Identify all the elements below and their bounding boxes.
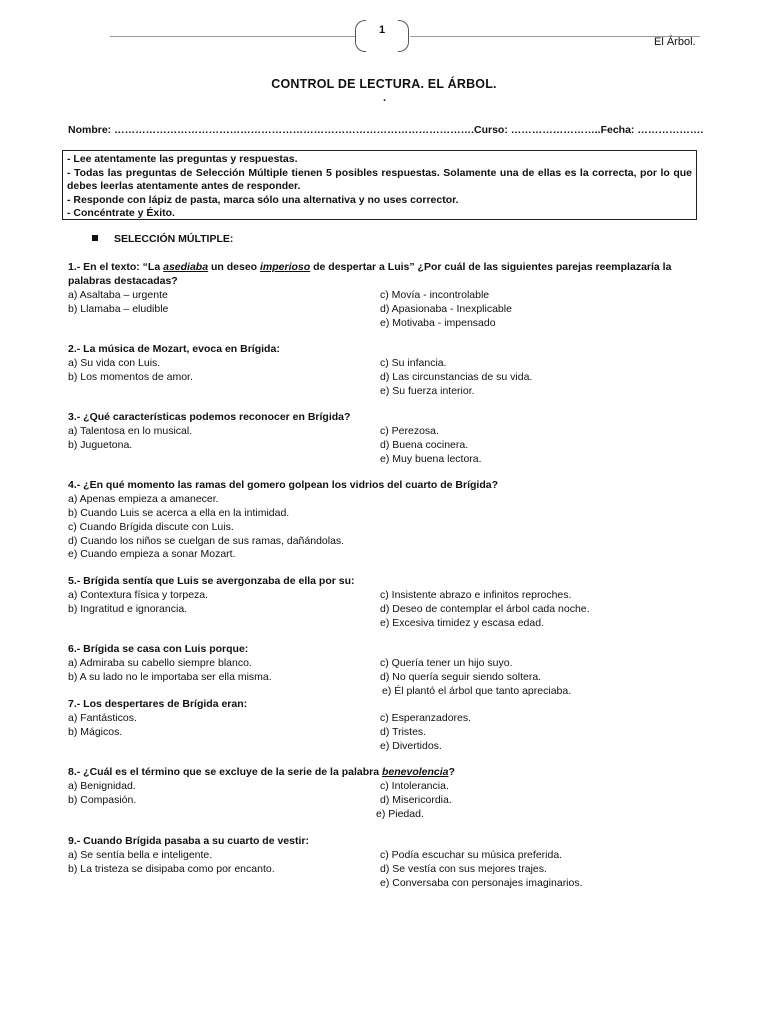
option-d: d) Tristes. xyxy=(380,726,427,738)
option-e: e) Cuando empieza a sonar Mozart. xyxy=(68,548,236,560)
section-title: SELECCIÓN MÚLTIPLE: xyxy=(114,233,234,245)
option-b: b) Cuando Luis se acerca a ella en la intimidad. xyxy=(68,507,290,519)
instruction-item: - Lee atentamente las preguntas y respuestas. xyxy=(67,153,298,165)
highlighted-word: benevolencia xyxy=(381,766,449,778)
option-c: c) Quería tener un hijo suyo. xyxy=(380,657,513,669)
option-c: c) Intolerancia. xyxy=(380,780,449,792)
instruction-item: - Concéntrate y Éxito. xyxy=(67,207,175,220)
option-c: c) Cuando Brígida discute con Luis. xyxy=(68,521,234,533)
option-c: c) Podía escuchar su música preferida. xyxy=(380,849,563,861)
student-info-line: Nombre: ………………………………………………………………………………………….Curso: ……………………..Fecha: ………………. xyxy=(68,124,704,136)
option-b: b) Ingratitud e ignorancia. xyxy=(68,603,188,615)
option-b: b) Juguetona. xyxy=(68,439,133,451)
question-2: 2.- La música de Mozart, evoca en Brígida: xyxy=(68,343,280,355)
question-8: 8.- ¿Cuál es el término que se excluye de la serie de la palabra benevolencia? xyxy=(68,766,455,778)
section-bullet xyxy=(92,235,98,241)
option-d: d) Buena cocinera. xyxy=(380,439,469,451)
option-c: c) Perezosa. xyxy=(380,425,439,437)
option-d: d) Las circunstancias de su vida. xyxy=(380,371,533,383)
question-7: 7.- Los despertares de Brígida eran: xyxy=(68,698,248,710)
option-a: a) Se sentía bella e inteligente. xyxy=(68,849,213,861)
document-title: CONTROL DE LECTURA. EL ÁRBOL. xyxy=(271,77,497,91)
option-a: a) Benignidad. xyxy=(68,780,136,792)
option-b: b) La tristeza se disipaba como por encanto. xyxy=(68,863,275,875)
highlighted-word: imperioso xyxy=(260,261,311,273)
option-a: a) Talentosa en lo musical. xyxy=(68,425,193,437)
option-e: e) Motivaba - impensado xyxy=(380,317,496,329)
option-e: e) Piedad. xyxy=(376,808,424,820)
option-e: e) Él plantó el árbol que tanto apreciaba. xyxy=(382,685,572,697)
option-e: e) Conversaba con personajes imaginarios. xyxy=(380,877,583,889)
question-3: 3.- ¿Qué características podemos reconocer en Brígida? xyxy=(68,411,351,423)
instructions-box xyxy=(62,150,697,220)
option-c: c) Su infancia. xyxy=(380,357,447,369)
option-e: e) Divertidos. xyxy=(380,740,442,752)
instruction-item: - Todas las preguntas de Selección Múltiple tienen 5 posibles respuestas. Solamente una de ellas es la correcta, por lo que debes leerlas atentamente antes de responder. xyxy=(67,166,692,193)
option-b: b) Compasión. xyxy=(68,794,137,806)
option-a: a) Fantásticos. xyxy=(68,712,137,724)
header-title: El Árbol. xyxy=(654,36,696,48)
option-a: a) Contextura física y torpeza. xyxy=(68,589,209,601)
option-e: e) Excesiva timidez y escasa edad. xyxy=(380,617,544,629)
instruction-item: - Responde con lápiz de pasta, marca sólo una alternativa y no uses corrector. xyxy=(67,193,459,206)
option-d: d) No quería seguir siendo soltera. xyxy=(380,671,542,683)
option-e: e) Su fuerza interior. xyxy=(380,385,475,397)
question-4: 4.- ¿En qué momento las ramas del gomero golpean los vidrios del cuarto de Brígida? xyxy=(68,479,499,491)
page-number-bracket-left xyxy=(355,20,366,52)
option-b: b) Los momentos de amor. xyxy=(68,371,193,383)
title-dot: . xyxy=(383,92,387,104)
option-b: b) A su lado no le importaba ser ella misma. xyxy=(68,671,272,683)
option-d: d) Cuando los niños se cuelgan de sus ramas, dañándolas. xyxy=(68,535,345,547)
option-c: c) Insistente abrazo e infinitos reproches. xyxy=(380,589,572,601)
option-d: d) Apasionaba - Inexplicable xyxy=(380,303,512,315)
highlighted-word: asediaba xyxy=(163,261,209,273)
option-a: a) Asaltaba – urgente xyxy=(68,289,168,301)
option-c: c) Esperanzadores. xyxy=(380,712,472,724)
option-a: a) Su vida con Luis. xyxy=(68,357,161,369)
question-5: 5.- Brígida sentía que Luis se avergonzaba de ella por su: xyxy=(68,575,355,587)
option-e: e) Muy buena lectora. xyxy=(380,453,482,465)
question-9: 9.- Cuando Brígida pasaba a su cuarto de vestir: xyxy=(68,835,309,847)
page-number: 1 xyxy=(379,24,386,36)
question-6: 6.- Brígida se casa con Luis porque: xyxy=(68,643,249,655)
page-number-bracket-right xyxy=(398,20,409,52)
option-b: b) Llamaba – eludible xyxy=(68,303,169,315)
question-1: 1.- En el texto: “La asediaba un deseo imperioso de despertar a Luis” ¿Por cuál de las siguientes parejas reemplazaría la palabras destacadas? xyxy=(68,261,672,287)
option-d: d) Se vestía con sus mejores trajes. xyxy=(380,863,547,875)
option-d: d) Deseo de contemplar el árbol cada noche. xyxy=(380,603,590,615)
option-a: a) Apenas empieza a amanecer. xyxy=(68,493,219,505)
header-rule-left xyxy=(110,36,355,37)
option-b: b) Mágicos. xyxy=(68,726,123,738)
option-a: a) Admiraba su cabello siempre blanco. xyxy=(68,657,252,669)
option-d: d) Misericordia. xyxy=(380,794,452,806)
option-c: c) Movía - incontrolable xyxy=(380,289,490,301)
